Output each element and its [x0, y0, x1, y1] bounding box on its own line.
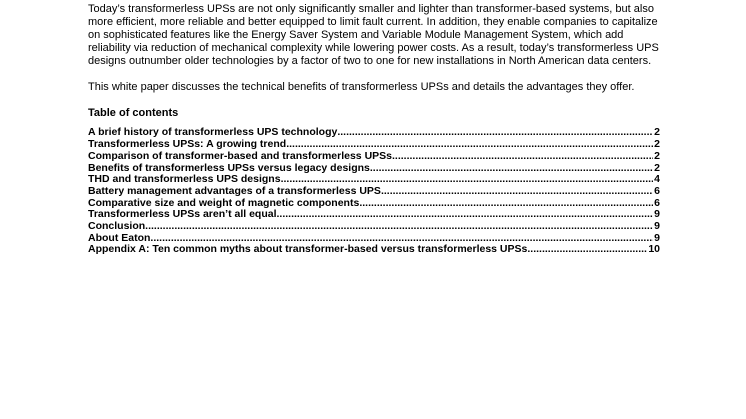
toc-entry[interactable]	[88, 174, 660, 186]
toc-dot-leader	[359, 198, 653, 210]
toc-heading: Table of contents	[88, 107, 179, 120]
table-of-contents	[88, 127, 660, 256]
toc-dot-leader	[150, 233, 653, 245]
toc-entry[interactable]	[88, 127, 660, 139]
toc-entry[interactable]	[88, 186, 660, 198]
toc-dot-leader	[281, 174, 654, 186]
toc-entry-label: Transformerless UPSs aren’t all equal	[88, 209, 277, 221]
toc-entry-label: A brief history of transformerless UPS technology	[88, 127, 338, 139]
toc-entry-label: Transformerless UPSs: A growing trend	[88, 139, 287, 151]
toc-entry[interactable]	[88, 221, 660, 233]
toc-entry-page: 10	[648, 244, 660, 256]
toc-entry-label: Appendix A: Ten common myths about transformer-based versus transformerless UPSs	[88, 244, 528, 256]
intro-paragraph: Today’s transformerless UPSs are not only significantly smaller and lighter than transformer-based systems, but also more efficient, more reliable and better equipped to limit fault current. In addition, they enable companies to capitalize on sophisticated features like the Energy Saver System and Variable Module Management System, which add reliability via reduction of mechanical complexity while lowering power costs. As a result, today’s transformerless UPS designs outnumber older technologies by a factor of two to one for new installations in North American data centers.	[88, 3, 659, 67]
toc-entry-page: 4	[654, 174, 660, 186]
toc-dot-leader	[381, 186, 653, 198]
toc-entry[interactable]	[88, 151, 660, 163]
toc-entry[interactable]	[88, 139, 660, 151]
toc-entry[interactable]	[88, 233, 660, 245]
toc-entry[interactable]	[88, 209, 660, 221]
purpose-paragraph: This white paper discusses the technical benefits of transformerless UPSs and details the advantages they offer.	[88, 80, 635, 93]
toc-entry-label: Comparative size and weight of magnetic components	[88, 197, 360, 209]
toc-entry-label: Benefits of transformerless UPSs versus legacy designs	[88, 162, 370, 174]
document-page	[88, 3, 660, 256]
toc-dot-leader	[145, 221, 653, 233]
toc-entry-page: 6	[654, 185, 660, 197]
toc-dot-leader	[337, 127, 653, 139]
toc-entry-page: 9	[654, 221, 660, 233]
toc-entry-label: Conclusion	[88, 221, 146, 233]
toc-dot-leader	[527, 244, 647, 256]
toc-entry-label: THD and transformerless UPS designs	[88, 174, 281, 186]
toc-dot-leader	[392, 151, 653, 163]
toc-entry-label: Battery management advantages of a transformerless UPS	[88, 185, 381, 197]
toc-entry-page: 2	[654, 139, 660, 151]
toc-entry-page: 6	[654, 197, 660, 209]
toc-dot-leader	[286, 139, 653, 151]
toc-entry-page: 2	[654, 127, 660, 139]
toc-dot-leader	[370, 163, 653, 175]
toc-entry-page: 2	[654, 162, 660, 174]
toc-entry-page: 9	[654, 232, 660, 244]
toc-entry-page: 9	[654, 209, 660, 221]
toc-entry-label: Comparison of transformer-based and transformerless UPSs	[88, 150, 392, 162]
toc-entry-page: 2	[654, 150, 660, 162]
toc-entry[interactable]	[88, 244, 660, 256]
toc-entry[interactable]	[88, 163, 660, 175]
toc-entry-label: About Eaton	[88, 232, 151, 244]
toc-dot-leader	[277, 209, 654, 221]
toc-entry[interactable]	[88, 198, 660, 210]
